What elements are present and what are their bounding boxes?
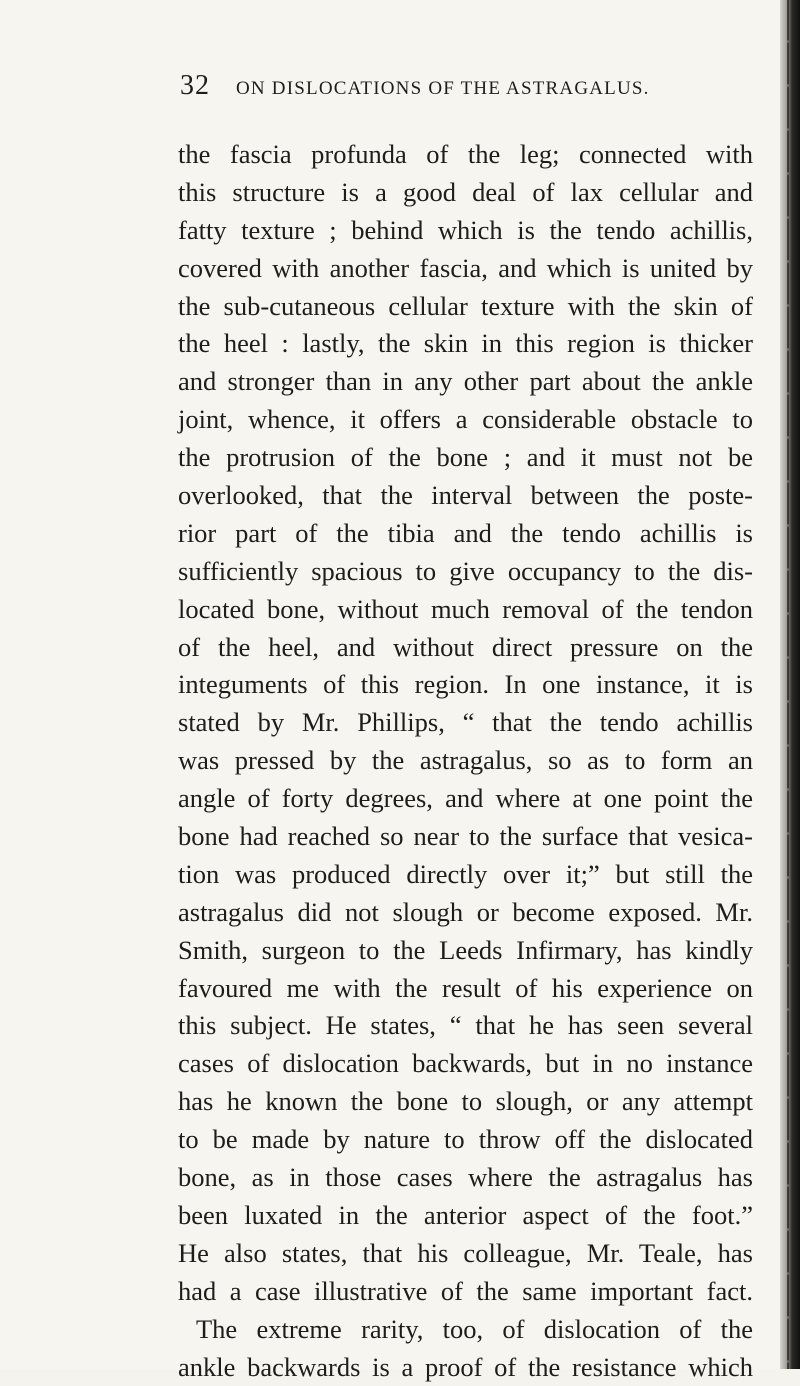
text-line: covered with another fascia, and which is united by [178,250,753,288]
text-line: sufficiently spacious to give occupancy to the dis- [178,553,753,591]
text-line: joint, whence, it offers a considerable obstacle to [178,401,753,439]
text-line: the fascia profunda of the leg; connected with [178,136,753,174]
page-header [180,70,780,110]
text-line: bone had reached so near to the surface that vesica- [178,818,753,856]
text-line: this subject. He states, “ that he has seen several [178,1007,753,1045]
text-line: ankle backwards is a proof of the resistance which [178,1349,753,1386]
running-title: ON DISLOCATIONS OF THE ASTRAGALUS. [236,78,650,100]
page-number: 32 [180,70,210,102]
text-line: Smith, surgeon to the Leeds Infirmary, has kindly [178,932,753,970]
text-line: bone, as in those cases where the astragalus has [178,1159,753,1197]
text-line: this structure is a good deal of lax cellular and [178,174,753,212]
text-line: He also states, that his colleague, Mr. Teale, has [178,1235,753,1273]
text-line: overlooked, that the interval between the poste- [178,477,753,515]
text-line: had a case illustrative of the same important fact. [178,1273,753,1311]
text-line: has he known the bone to slough, or any attempt [178,1083,753,1121]
text-line: of the heel, and without direct pressure on the [178,629,753,667]
text-line: to be made by nature to throw off the dislocated [178,1121,753,1159]
text-line: tion was produced directly over it;” but still the [178,856,753,894]
text-line: been luxated in the anterior aspect of the foot.” [178,1197,753,1235]
text-line: cases of dislocation backwards, but in no instance [178,1045,753,1083]
paragraph-start-line: The extreme rarity, too, of dislocation of the [178,1311,753,1349]
text-line: the sub-cutaneous cellular texture with the skin of [178,288,753,326]
text-line: stated by Mr. Phillips, “ that the tendo achillis [178,704,753,742]
page-binding-edge [780,0,800,1369]
text-line: integuments of this region. In one instance, it is [178,666,753,704]
text-line: located bone, without much removal of the tendon [178,591,753,629]
text-line: and stronger than in any other part about the ankle [178,363,753,401]
text-line: the heel : lastly, the skin in this region is thicker [178,325,753,363]
text-line: was pressed by the astragalus, so as to form an [178,742,753,780]
text-line: fatty texture ; behind which is the tendo achillis, [178,212,753,250]
text-line: angle of forty degrees, and where at one point the [178,780,753,818]
body-text [178,136,753,1386]
text-line: the protrusion of the bone ; and it must not be [178,439,753,477]
text-line: astragalus did not slough or become exposed. Mr. [178,894,753,932]
text-line: rior part of the tibia and the tendo achillis is [178,515,753,553]
text-line: favoured me with the result of his experience on [178,970,753,1008]
